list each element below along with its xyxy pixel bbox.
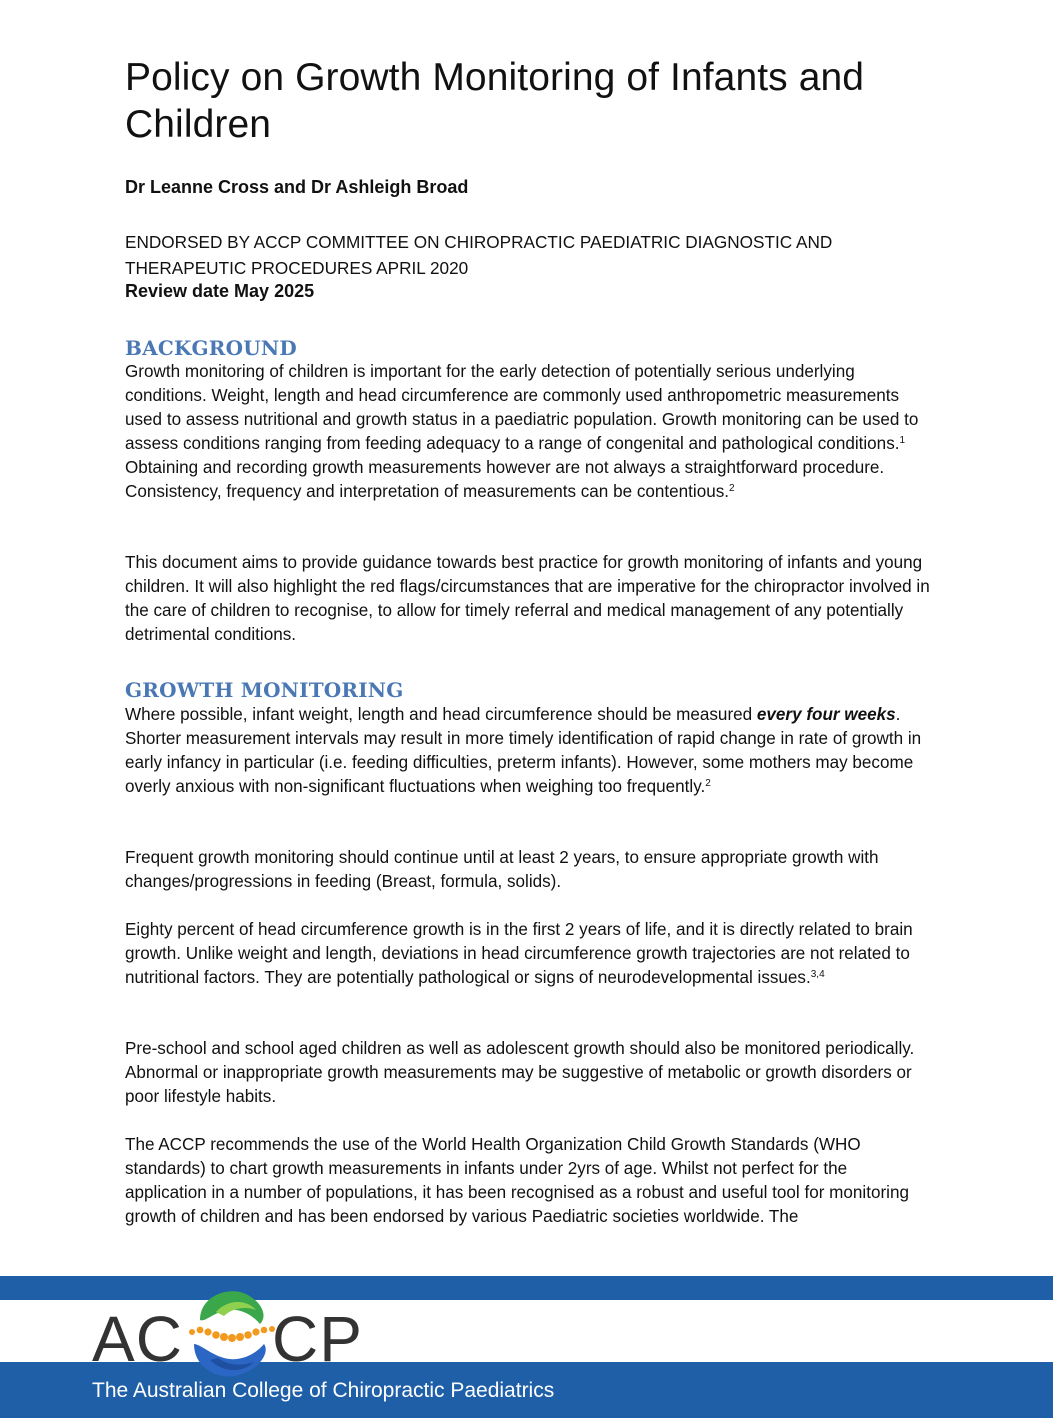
background-paragraph-2: This document aims to provide guidance towards best practice for growth monitoring of infants and young children. It will also highlight the red flags/circumstances that are imperative for the chiropractor involved in the care of children to recognise, to allow for timely referral and medical management of any potentially detrimental conditions. [125,553,930,644]
section-heading-growth-monitoring: GROWTH MONITORING [125,678,404,702]
emphasis-every-four-weeks: every four weeks [756,705,896,724]
reference-1: 1 [899,435,906,446]
growth-p1-text-b: . Shorter measurement intervals may result in more timely identification of rapid change in rate of growth in early infancy in particular (i.e. feeding difficulties, preterm infants). However, some mothers may become overly anxious with non-significant fluctuations when weighing too frequently. [125,705,922,796]
document-title: Policy on Growth Monitoring of Infants and Children [125,56,865,146]
reference-2: 2 [729,483,735,494]
background-p1-text-b: Obtaining and recording growth measurements however are not always a straightforward procedure. Consistency, frequency and interpretation of measurements can be contentious. [125,458,885,501]
footer-banner [0,1276,1053,1418]
college-name: The Australian College of Chiropractic Paediatrics [92,1379,555,1402]
reference-2b: 2 [705,778,711,789]
reference-3-4: 3,4 [810,969,825,980]
growth-p1-text-a: Where possible, infant weight, length and head circumference should be measured [125,705,757,724]
growth-paragraph-5: The ACCP recommends the use of the World Health Organization Child Growth Standards (WHO standards) to chart growth measurements in infants under 2yrs of age. Whilst not perfect for the application in a number of populations, it has been recognised as a robust and useful tool for monitoring growth of children and has been endorsed by various Paediatric societies worldwide. The [125,1135,909,1226]
growth-paragraph-4: Pre-school and school aged children as well as adolescent growth should also be monitored periodically. Abnormal or inappropriate growth measurements may be suggestive of metabolic or growth disorders or poor lifestyle habits. [125,1039,915,1106]
logo-text-right: CP [272,1303,363,1375]
growth-paragraph-3 [125,918,930,990]
growth-paragraph-2: Frequent growth monitoring should continue until at least 2 years, to ensure appropriate growth with changes/progressions in feeding (Breast, formula, solids). [125,848,879,891]
endorsement-statement: ENDORSED BY ACCP COMMITTEE ON CHIROPRACTIC PAEDIATRIC DIAGNOSTIC AND THERAPEUTIC PROCEDURES APRIL 2020 [125,232,833,278]
background-p1-text-a: Growth monitoring of children is important for the early detection of potentially serious underlying conditions. Weight, length and head circumference are commonly used anthropometric measurements used to assess nutritional and growth status in a paediatric population. Growth monitoring can be used to assess conditions ranging from feeding adequacy to a range of congenital and pathological conditions. [125,362,919,453]
growth-paragraph-1 [125,703,930,799]
accp-hands-logo-icon [180,1282,280,1386]
section-heading-background: BACKGROUND [125,336,297,360]
growth-p3-text: Eighty percent of head circumference growth is in the first 2 years of life, and it is directly related to brain growth. Unlike weight and length, deviations in head circumference growth trajectories are not related to nutritional factors. They are potentially pathological or signs of neurodevelopmental issues. [125,920,913,987]
review-date: Review date May 2025 [125,281,315,301]
authors: Dr Leanne Cross and Dr Ashleigh Broad [125,177,469,197]
logo-text-left: AC [92,1303,183,1375]
background-paragraph-1 [125,360,930,504]
footer-top-band [0,1276,1053,1300]
